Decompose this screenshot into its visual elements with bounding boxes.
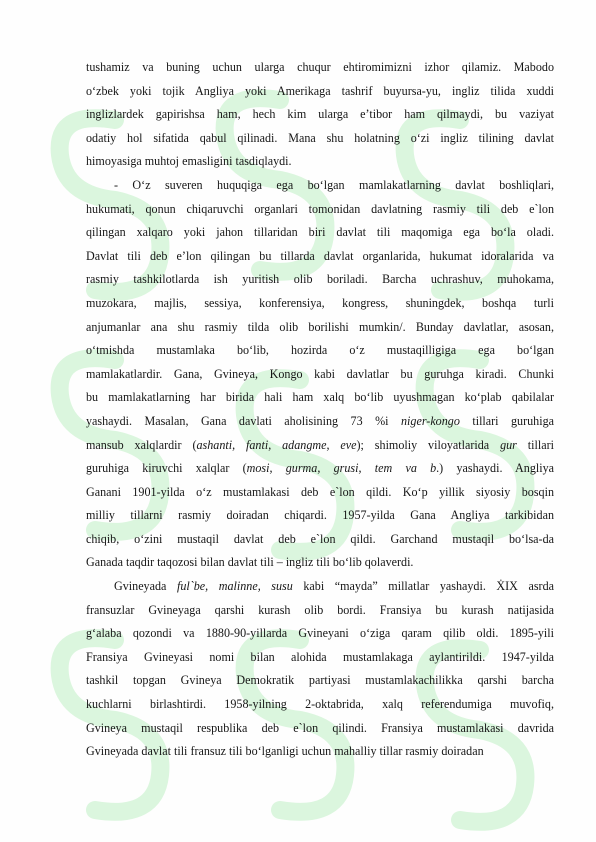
text-line: Ganani 1901-yilda o‘z mustamlakasi deb e`lon qildi. Ko‘p yillik siyosiy bosqin [86, 484, 554, 499]
text-line: himoyasiga muhtoj emasligini tasdiqlaydi. [86, 154, 292, 169]
text-line: tashkil topgan Gvineya Demokratik partiyasi mustamlakachilikka qarshi barcha [86, 673, 554, 688]
text-line: Gvineya mustaqil respublika deb e`lon qilindi. Fransiya mustamlakasi davrida [86, 720, 554, 735]
text-line: mansub xalqlardir (ashanti, fanti, adangme, eve); shimoliy viloyatlarida gur tillari [86, 437, 554, 452]
text-line: bu mamlakatlarning har birida hali ham xalq bo‘lib uyushmagan ko‘plab qabilalar [86, 390, 554, 405]
text-line: g‘alaba qozondi va 1880-90-yillarda Gvineyani o‘ziga qaram qilib oldi. 1895-yili [86, 626, 554, 641]
text-line: kuchlarni birlashtirdi. 1958-yilning 2-oktabrida, xalq referendumiga muvofiq, [86, 697, 554, 712]
text-line: Gvineyada davlat tili fransuz tili bo‘lganligi uchun mahalliy tillar rasmiy doiradan [86, 744, 484, 759]
text-line: odatiy hol sifatida qabul qilinadi. Mana shu holatning o‘zi ingliz tilining davlat [86, 130, 554, 145]
text-line: milliy tillarni rasmiy doiradan chiqardi. 1957-yilda Gana Angliya tarkibidan [86, 508, 554, 523]
text-line: Gvineyada ful`be, malinne, susu kabi “mayda” millatlar yashaydi. ẊIX asrda [114, 579, 554, 594]
text-line: Davlat tili deb e’lon qilingan bu tillarda davlat organlarida, hukumat idoralarida va [86, 248, 554, 263]
text-line: muzokara, majlis, sessiya, konferensiya, kongress, shuningdek, boshqa turli [86, 295, 554, 310]
text-line: fransuzlar Gvineyaga qarshi kurash olib bordi. Fransiya bu kurash natijasida [86, 602, 554, 617]
text-line: guruhiga kiruvchi xalqlar (mosi, gurma, grusi, tem va b.) yashaydi. Angliya [86, 461, 555, 476]
text-line: hukumati, qonun chiqaruvchi organlari tomonidan davlatning rasmiy tili deb e`lon [86, 201, 554, 216]
text-line: Ganada taqdir taqozosi bilan davlat tili – ingliz tili bo‘lib qolaverdi. [86, 555, 414, 570]
text-line: o‘zbek yoki tojik Angliya yoki Amerikaga tashrif buyursa-yu, ingliz tilida xuddi [86, 83, 554, 98]
paragraph [86, 56, 554, 174]
text-line: chiqib, o‘zini mustaqil davlat deb e`lon qildi. Garchand mustaqil bo‘lsa-da [86, 531, 554, 546]
text-line: anjumanlar ana shu rasmiy tilda olib borilishi mumkin/. Bunday davlatlar, asosan, [86, 319, 554, 334]
text-line: - O‘z suveren huquqiga ega bo‘lgan mamlakatlarning davlat boshliqlari, [114, 177, 554, 192]
text-line: tushamiz va buning uchun ularga chuqur ehtiromimizni izhor qilamiz. Mabodo [86, 60, 554, 74]
text-line: rasmiy tashkilotlarda ish yuritish olib boriladi. Barcha uchrashuv, muhokama, [86, 272, 554, 287]
paragraph [86, 575, 554, 764]
text-line: qilingan xalqaro yoki jahon tillaridan biri davlat tili maqomiga ega bo‘la oladi. [86, 225, 554, 240]
text-line: mamlakatlardir. Gana, Gvineya, Kongo kabi davlatlar bu guruhga kiradi. Chunki [86, 366, 554, 381]
text-line: Fransiya Gvineyasi nomi bilan alohida mustamlakaga aylantirildi. 1947-yilda [86, 649, 554, 664]
text-line: yashaydi. Masalan, Gana davlati aholisining 73 %i niger-kongo tillari guruhiga [86, 413, 554, 428]
document-body [86, 56, 554, 764]
text-line: inglizlardek gapirishsa ham, hech kim ularga e’tibor ham qilmaydi, bu vaziyat [86, 107, 554, 122]
paragraph [86, 174, 554, 575]
text-line: o‘tmishda mustamlaka bo‘lib, hozirda o‘z mustaqilligiga ega bo‘lgan [86, 343, 554, 358]
